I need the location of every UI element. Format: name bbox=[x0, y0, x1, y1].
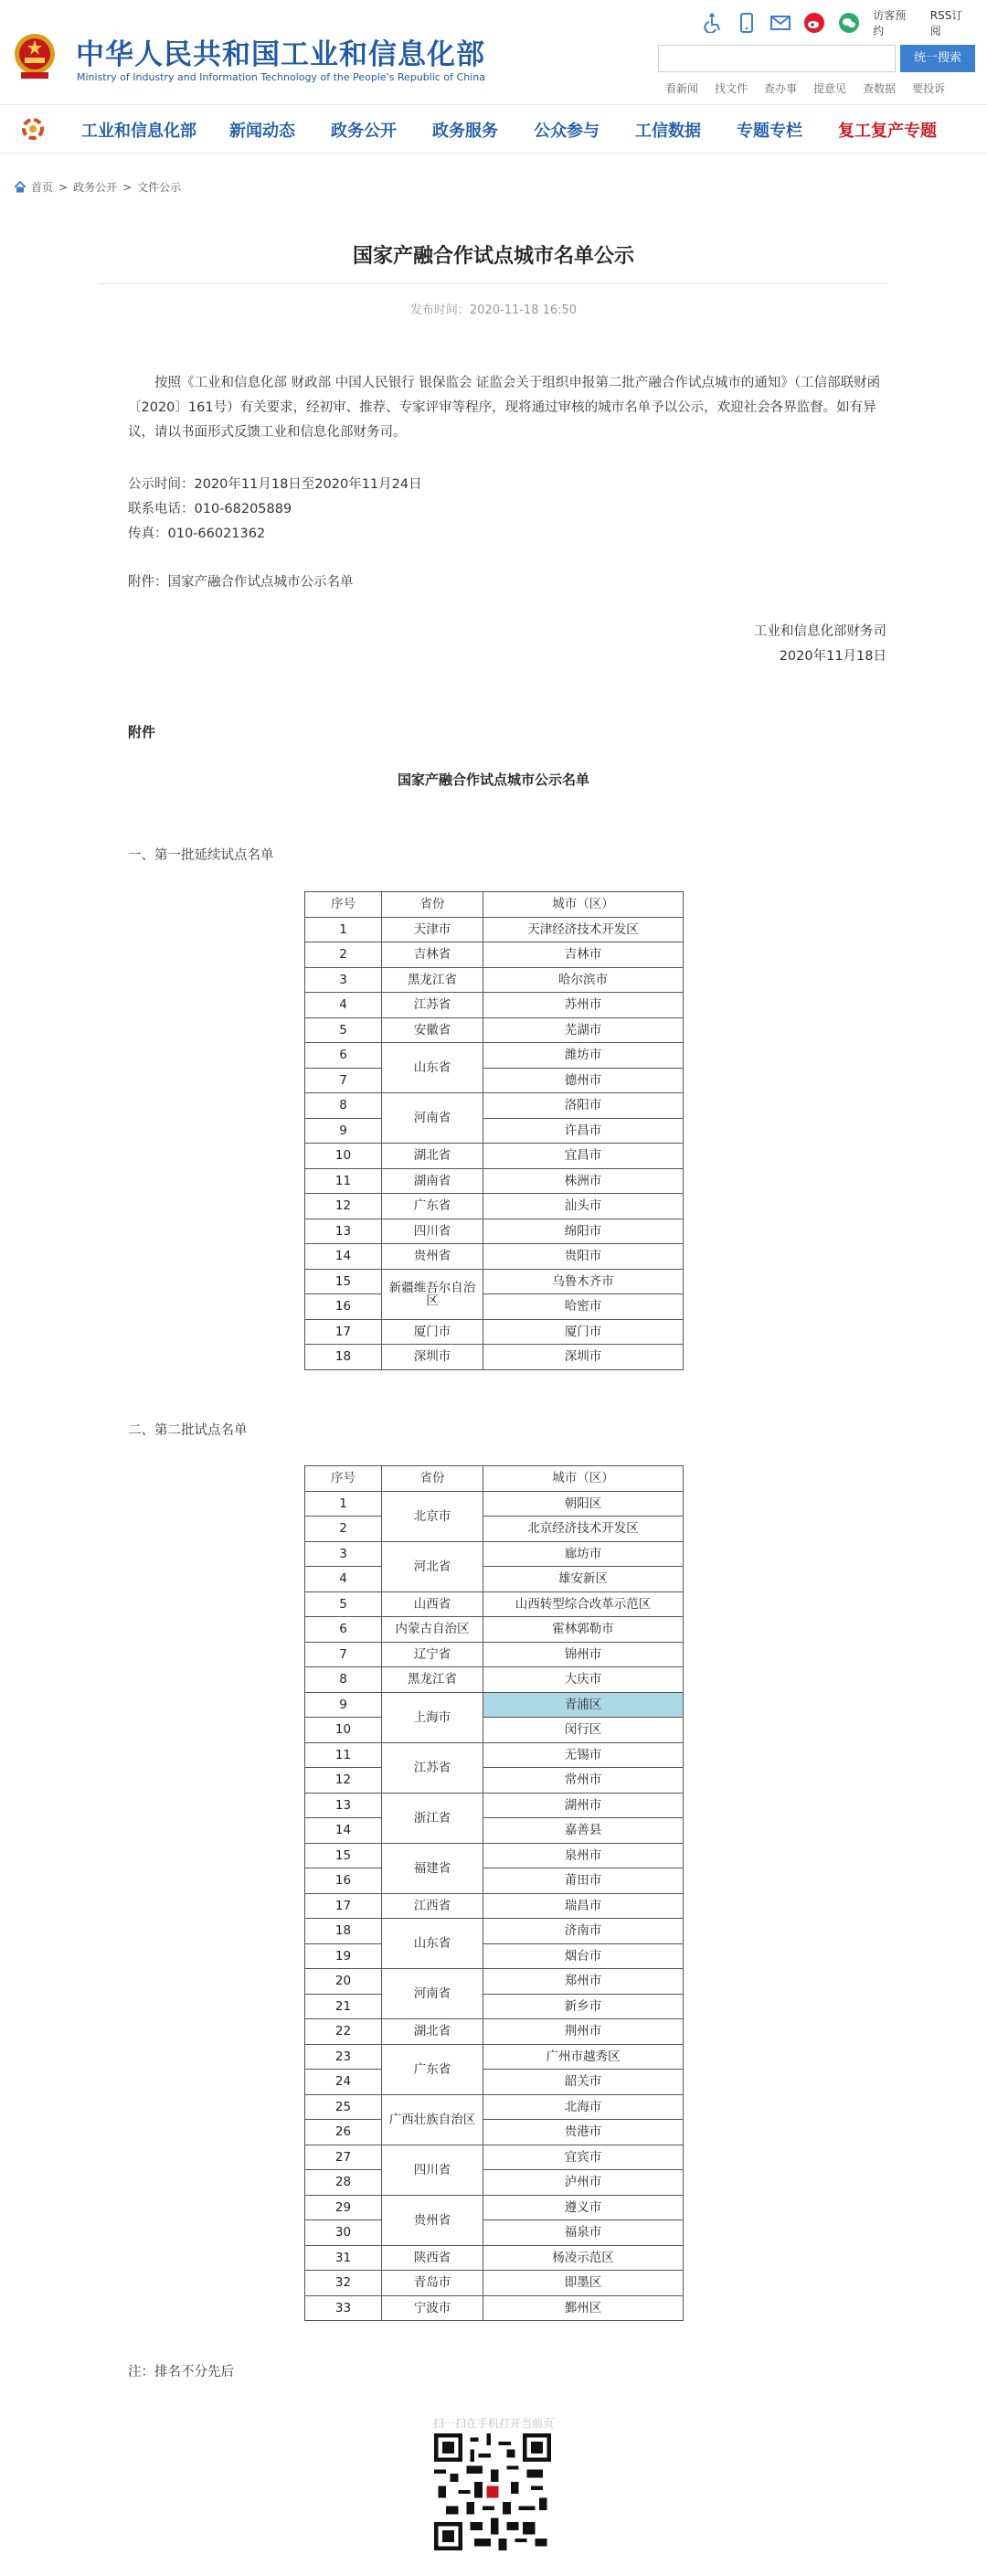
nav-item-topics[interactable]: 专题专栏 bbox=[737, 122, 802, 141]
table-row bbox=[305, 2245, 684, 2271]
publish-time: 发布时间：2020-11-18 16:50 bbox=[409, 303, 578, 317]
row-number: 7 bbox=[305, 1642, 382, 1667]
row-number: 1 bbox=[305, 917, 382, 942]
table-row bbox=[305, 1567, 684, 1592]
city-cell: 哈尔滨市 bbox=[483, 967, 684, 993]
title-divider bbox=[99, 283, 888, 284]
province-cell: 安徽省 bbox=[382, 1017, 483, 1043]
row-number: 4 bbox=[305, 993, 382, 1018]
city-cell: 常州市 bbox=[483, 1768, 684, 1794]
table-row bbox=[305, 1793, 684, 1818]
site-subtitle: Ministry of Industry and Information Technology of the People's Republic of China bbox=[77, 71, 485, 83]
nav-item-public[interactable]: 公众参与 bbox=[534, 122, 600, 141]
row-number: 6 bbox=[305, 1043, 382, 1069]
city-cell: 新乡市 bbox=[483, 1994, 684, 2019]
table-row bbox=[305, 1692, 684, 1718]
city-cell: 绵阳市 bbox=[483, 1219, 684, 1244]
row-number: 11 bbox=[305, 1168, 382, 1194]
section-first-batch: 一、第一批延续试点名单 bbox=[128, 848, 274, 863]
qr-code-icon bbox=[434, 2433, 551, 2550]
table-row bbox=[305, 1768, 684, 1794]
nav-item-gov-affairs[interactable]: 政务公开 bbox=[331, 122, 397, 141]
table-row bbox=[305, 1118, 684, 1144]
row-number: 23 bbox=[305, 2044, 382, 2070]
city-cell: 宜昌市 bbox=[483, 1144, 684, 1169]
table-row bbox=[305, 1893, 684, 1919]
province-cell: 河北省 bbox=[382, 1541, 483, 1591]
visit-appointment-link[interactable]: 访客预约 bbox=[873, 9, 907, 37]
city-cell: 青浦区 bbox=[483, 1692, 684, 1718]
province-cell: 青岛市 bbox=[382, 2271, 483, 2296]
table-row bbox=[305, 1617, 684, 1643]
quick-link-data[interactable]: 查数据 bbox=[863, 82, 897, 95]
city-cell: 郑州市 bbox=[483, 1969, 684, 1995]
row-number: 15 bbox=[305, 1843, 382, 1868]
city-cell: 广州市越秀区 bbox=[483, 2044, 684, 2070]
table-row bbox=[305, 2220, 684, 2246]
table-row bbox=[305, 1219, 684, 1244]
row-number: 18 bbox=[305, 1345, 382, 1370]
table-row bbox=[305, 1943, 684, 1969]
city-cell: 大庆市 bbox=[483, 1667, 684, 1693]
table-row bbox=[305, 1919, 684, 1944]
nav-item-miit[interactable]: 工业和信息化部 bbox=[81, 122, 196, 141]
province-cell: 贵州省 bbox=[382, 1244, 483, 1270]
table-row bbox=[305, 2120, 684, 2145]
signature-date: 2020年11月18日 bbox=[779, 649, 886, 664]
province-cell: 吉林省 bbox=[382, 942, 483, 968]
quick-link-news[interactable]: 看新闻 bbox=[665, 82, 699, 95]
city-cell: 瑞昌市 bbox=[483, 1893, 684, 1919]
row-number: 13 bbox=[305, 1793, 382, 1818]
notice-period: 公示时间：2020年11月18日至2020年11月24日 bbox=[128, 477, 422, 492]
row-number: 25 bbox=[305, 2094, 382, 2120]
row-number: 2 bbox=[305, 1517, 382, 1542]
city-cell: 山西转型综合改革示范区 bbox=[483, 1591, 684, 1617]
row-number: 22 bbox=[305, 2019, 382, 2045]
city-cell: 鄞州区 bbox=[483, 2295, 684, 2321]
table-row bbox=[305, 1491, 684, 1517]
breadcrumb-home[interactable]: 首页 bbox=[31, 181, 54, 194]
province-cell: 河南省 bbox=[382, 1969, 483, 2019]
national-emblem-icon[interactable] bbox=[12, 32, 58, 81]
city-cell: 汕头市 bbox=[483, 1194, 684, 1219]
city-cell: 德州市 bbox=[483, 1068, 684, 1093]
province-cell: 厦门市 bbox=[382, 1319, 483, 1345]
page-title: 国家产融合作试点城市名单公示 bbox=[352, 245, 634, 268]
province-cell: 江苏省 bbox=[382, 993, 483, 1018]
row-number: 32 bbox=[305, 2271, 382, 2296]
city-cell: 霍林郭勒市 bbox=[483, 1617, 684, 1643]
rss-link[interactable]: RSS订阅 bbox=[929, 9, 963, 37]
row-number: 12 bbox=[305, 1194, 382, 1219]
province-cell: 河南省 bbox=[382, 1093, 483, 1144]
attachment-label: 附件 bbox=[128, 724, 156, 740]
second-batch-table bbox=[304, 1465, 684, 2321]
table-row bbox=[305, 2295, 684, 2321]
province-cell: 陕西省 bbox=[382, 2245, 483, 2271]
table-row bbox=[305, 2070, 684, 2095]
province-cell: 山东省 bbox=[382, 1043, 483, 1093]
province-cell: 黑龙江省 bbox=[382, 967, 483, 993]
row-number: 15 bbox=[305, 1269, 382, 1294]
city-cell: 嘉善县 bbox=[483, 1818, 684, 1844]
table-header-row bbox=[305, 1466, 684, 1492]
table-row bbox=[305, 1093, 684, 1119]
row-number: 33 bbox=[305, 2295, 382, 2321]
table-row bbox=[305, 1742, 684, 1768]
article-body: 按照《工业和信息化部 财政部 中国人民银行 银保监会 证监会关于组织申报第二批产融合作试点城市的通知》（工信部联财函〔2020〕161号）有关要求，经初审、推荐、专家评审等程序，现将通过审核的城市名单予以公示，欢迎社会各界监督。如有异议，请以书面形式反馈工业和信息化部财务司。 bbox=[128, 376, 881, 440]
table-row bbox=[305, 1591, 684, 1617]
province-cell: 湖北省 bbox=[382, 2019, 483, 2045]
row-number: 7 bbox=[305, 1068, 382, 1093]
nav-item-news[interactable]: 新闻动态 bbox=[229, 122, 295, 141]
province-cell: 上海市 bbox=[382, 1692, 483, 1742]
table-row bbox=[305, 1541, 684, 1567]
search-input[interactable] bbox=[658, 45, 896, 72]
accessibility-icon[interactable] bbox=[702, 11, 723, 35]
table-row bbox=[305, 1868, 684, 1894]
province-cell: 福建省 bbox=[382, 1843, 483, 1893]
city-cell: 泸州市 bbox=[483, 2170, 684, 2196]
breadcrumb-gov-affairs[interactable]: 政务公开 bbox=[73, 181, 118, 194]
province-cell: 贵州省 bbox=[382, 2195, 483, 2245]
col-header-city: 城市（区） bbox=[483, 892, 684, 918]
city-cell: 贵阳市 bbox=[483, 1244, 684, 1270]
attachment-reference: 附件：国家产融合作试点城市公示名单 bbox=[128, 575, 354, 590]
row-number: 4 bbox=[305, 1567, 382, 1592]
weibo-icon[interactable] bbox=[803, 11, 825, 35]
breadcrumb-separator: > bbox=[58, 180, 69, 194]
row-number: 10 bbox=[305, 1718, 382, 1743]
province-cell: 辽宁省 bbox=[382, 1642, 483, 1667]
city-cell: 朝阳区 bbox=[483, 1491, 684, 1517]
row-number: 24 bbox=[305, 2070, 382, 2095]
table-row bbox=[305, 1144, 684, 1169]
site-title[interactable]: 中华人民共和国工业和信息化部 bbox=[76, 38, 485, 71]
city-cell: 许昌市 bbox=[483, 1118, 684, 1144]
table-row bbox=[305, 967, 684, 993]
table-row bbox=[305, 1319, 684, 1345]
table-row bbox=[305, 1294, 684, 1320]
table-row bbox=[305, 1244, 684, 1270]
province-cell: 深圳市 bbox=[382, 1345, 483, 1370]
city-cell: 宜宾市 bbox=[483, 2145, 684, 2170]
city-cell: 潍坊市 bbox=[483, 1043, 684, 1069]
row-number: 17 bbox=[305, 1893, 382, 1919]
table-row bbox=[305, 993, 684, 1018]
row-number: 26 bbox=[305, 2120, 382, 2145]
signature-org: 工业和信息化部财务司 bbox=[754, 624, 886, 639]
col-header-no: 序号 bbox=[305, 1466, 382, 1492]
city-cell: 洛阳市 bbox=[483, 1093, 684, 1119]
city-cell: 烟台市 bbox=[483, 1943, 684, 1969]
table-row bbox=[305, 917, 684, 942]
nav-item-data[interactable]: 工信数据 bbox=[635, 122, 701, 141]
table-row bbox=[305, 1969, 684, 1995]
row-number: 13 bbox=[305, 1219, 382, 1244]
city-cell: 杨凌示范区 bbox=[483, 2245, 684, 2271]
annex-title: 国家产融合作试点城市公示名单 bbox=[397, 772, 589, 788]
city-cell: 雄安新区 bbox=[483, 1567, 684, 1592]
table-row bbox=[305, 1168, 684, 1194]
row-number: 16 bbox=[305, 1868, 382, 1894]
city-cell: 闵行区 bbox=[483, 1718, 684, 1743]
table-row bbox=[305, 1994, 684, 2019]
home-icon[interactable] bbox=[14, 181, 27, 193]
city-cell: 吉林市 bbox=[483, 942, 684, 968]
province-cell: 山西省 bbox=[382, 1591, 483, 1617]
row-number: 30 bbox=[305, 2220, 382, 2246]
quick-link-services[interactable]: 查办事 bbox=[764, 82, 798, 95]
province-cell: 四川省 bbox=[382, 1219, 483, 1244]
row-number: 5 bbox=[305, 1591, 382, 1617]
row-number: 5 bbox=[305, 1017, 382, 1043]
city-cell: 哈密市 bbox=[483, 1294, 684, 1320]
site-header bbox=[0, 0, 987, 96]
contact-phone: 联系电话：010-68205889 bbox=[128, 502, 292, 516]
city-cell: 廊坊市 bbox=[483, 1541, 684, 1567]
row-number: 2 bbox=[305, 942, 382, 968]
province-cell: 广西壮族自治区 bbox=[382, 2094, 483, 2145]
city-cell: 泉州市 bbox=[483, 1843, 684, 1868]
row-number: 8 bbox=[305, 1093, 382, 1119]
row-number: 3 bbox=[305, 1541, 382, 1567]
table-row bbox=[305, 1043, 684, 1069]
city-cell: 北京经济技术开发区 bbox=[483, 1517, 684, 1542]
main-nav bbox=[0, 104, 987, 154]
row-number: 11 bbox=[305, 1742, 382, 1768]
row-number: 18 bbox=[305, 1919, 382, 1944]
quick-link-complaint[interactable]: 要投诉 bbox=[912, 82, 946, 95]
row-number: 3 bbox=[305, 967, 382, 993]
city-cell: 株洲市 bbox=[483, 1168, 684, 1194]
city-cell: 即墨区 bbox=[483, 2271, 684, 2296]
row-number: 14 bbox=[305, 1244, 382, 1270]
section-second-batch: 二、第二批试点名单 bbox=[128, 1423, 248, 1438]
city-cell: 济南市 bbox=[483, 1919, 684, 1944]
top-toolbar bbox=[702, 10, 987, 36]
mail-icon[interactable] bbox=[769, 11, 791, 35]
table-row bbox=[305, 1194, 684, 1219]
breadcrumb bbox=[14, 179, 181, 195]
province-cell: 宁波市 bbox=[382, 2295, 483, 2321]
province-cell: 湖南省 bbox=[382, 1168, 483, 1194]
province-cell: 四川省 bbox=[382, 2145, 483, 2195]
city-cell: 芜湖市 bbox=[483, 1017, 684, 1043]
city-cell: 湖州市 bbox=[483, 1793, 684, 1818]
col-header-no: 序号 bbox=[305, 892, 382, 918]
province-cell: 内蒙古自治区 bbox=[382, 1617, 483, 1643]
quick-link-docs[interactable]: 找文件 bbox=[715, 82, 748, 95]
table-row bbox=[305, 1642, 684, 1667]
row-number: 1 bbox=[305, 1491, 382, 1517]
table-row bbox=[305, 2195, 684, 2220]
table-row bbox=[305, 2019, 684, 2045]
row-number: 8 bbox=[305, 1667, 382, 1693]
city-cell: 贵港市 bbox=[483, 2120, 684, 2145]
city-cell: 厦门市 bbox=[483, 1319, 684, 1345]
city-cell: 福泉市 bbox=[483, 2220, 684, 2246]
table-row bbox=[305, 1667, 684, 1693]
table-row bbox=[305, 1017, 684, 1043]
row-number: 17 bbox=[305, 1319, 382, 1345]
table-header-row bbox=[305, 892, 684, 918]
province-cell: 江西省 bbox=[382, 1893, 483, 1919]
city-cell: 无锡市 bbox=[483, 1742, 684, 1768]
row-number: 9 bbox=[305, 1118, 382, 1144]
row-number: 12 bbox=[305, 1768, 382, 1794]
table-row bbox=[305, 2044, 684, 2070]
city-cell: 深圳市 bbox=[483, 1345, 684, 1370]
province-cell: 广东省 bbox=[382, 2044, 483, 2094]
table-row bbox=[305, 2094, 684, 2120]
fax-number: 传真：010-66021362 bbox=[128, 527, 266, 541]
city-cell: 锦州市 bbox=[483, 1642, 684, 1667]
city-cell: 莆田市 bbox=[483, 1868, 684, 1894]
breadcrumb-separator: > bbox=[122, 180, 133, 194]
city-cell: 乌鲁木齐市 bbox=[483, 1269, 684, 1294]
table-row bbox=[305, 2145, 684, 2170]
col-header-province: 省份 bbox=[382, 892, 483, 918]
province-cell: 天津市 bbox=[382, 917, 483, 942]
table-row bbox=[305, 942, 684, 968]
search-button[interactable]: 统一搜索 bbox=[900, 45, 975, 72]
home-logo-icon[interactable] bbox=[20, 116, 46, 142]
province-cell: 山东省 bbox=[382, 1919, 483, 1969]
province-cell: 湖北省 bbox=[382, 1144, 483, 1169]
row-number: 16 bbox=[305, 1294, 382, 1320]
row-number: 28 bbox=[305, 2170, 382, 2196]
ranking-note: 注：排名不分先后 bbox=[128, 2365, 234, 2379]
breadcrumb-file-notice[interactable]: 文件公示 bbox=[137, 181, 182, 194]
row-number: 20 bbox=[305, 1969, 382, 1995]
province-cell: 新疆维吾尔自治区 bbox=[382, 1269, 483, 1319]
row-number: 9 bbox=[305, 1692, 382, 1718]
mobile-icon[interactable] bbox=[736, 11, 757, 35]
row-number: 27 bbox=[305, 2145, 382, 2170]
table-row bbox=[305, 2170, 684, 2196]
province-cell: 黑龙江省 bbox=[382, 1667, 483, 1693]
table-row bbox=[305, 1068, 684, 1093]
table-row bbox=[305, 1269, 684, 1294]
row-number: 6 bbox=[305, 1617, 382, 1643]
row-number: 19 bbox=[305, 1943, 382, 1969]
table-row bbox=[305, 1818, 684, 1844]
row-number: 29 bbox=[305, 2195, 382, 2220]
row-number: 10 bbox=[305, 1144, 382, 1169]
province-cell: 浙江省 bbox=[382, 1793, 483, 1843]
table-row bbox=[305, 1718, 684, 1743]
first-batch-table bbox=[304, 891, 684, 1370]
col-header-city: 城市（区） bbox=[483, 1466, 684, 1492]
province-cell: 广东省 bbox=[382, 1194, 483, 1219]
city-cell: 苏州市 bbox=[483, 993, 684, 1018]
row-number: 31 bbox=[305, 2245, 382, 2271]
row-number: 21 bbox=[305, 1994, 382, 2019]
table-row bbox=[305, 1517, 684, 1542]
city-cell: 天津经济技术开发区 bbox=[483, 917, 684, 942]
nav-item-gov-services[interactable]: 政务服务 bbox=[432, 122, 498, 141]
table-row bbox=[305, 2271, 684, 2296]
table-row bbox=[305, 1843, 684, 1868]
city-cell: 北海市 bbox=[483, 2094, 684, 2120]
nav-item-resumption[interactable]: 复工复产专题 bbox=[838, 122, 937, 141]
col-header-province: 省份 bbox=[382, 1466, 483, 1492]
city-cell: 韶关市 bbox=[483, 2070, 684, 2095]
table-row bbox=[305, 1345, 684, 1370]
quick-links bbox=[649, 80, 945, 96]
city-cell: 荆州市 bbox=[483, 2019, 684, 2045]
province-cell: 江苏省 bbox=[382, 1742, 483, 1793]
row-number: 14 bbox=[305, 1818, 382, 1844]
quick-link-feedback[interactable]: 提意见 bbox=[813, 82, 847, 95]
qr-caption: 扫一扫在手机打开当前页 bbox=[432, 2417, 554, 2430]
province-cell: 北京市 bbox=[382, 1491, 483, 1541]
city-cell: 遵义市 bbox=[483, 2195, 684, 2220]
wechat-icon[interactable] bbox=[838, 11, 860, 35]
